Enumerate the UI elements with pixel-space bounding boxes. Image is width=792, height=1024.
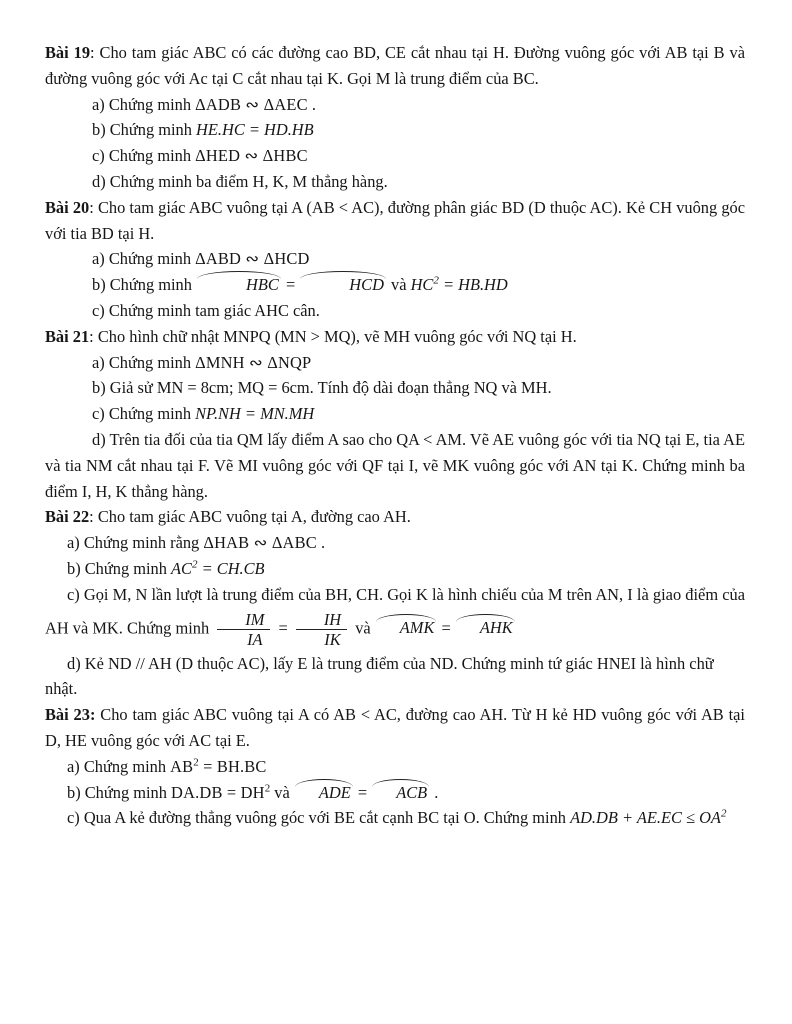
text-segment: : Cho hình chữ nhật MNPQ (MN > MQ), vẽ MH vuông góc với NQ tại H. <box>89 326 577 346</box>
angle-arc-notation: HBC <box>196 275 282 294</box>
problem-bai-20 <box>45 195 745 324</box>
bai-22-item-b <box>45 556 745 582</box>
text-segment: . <box>316 533 326 553</box>
text-segment: c) Gọi M, N lần lượt là trung điểm của BH, CH. Gọi K là hình chiếu của M trên AN, I là giao điểm của AH và MK. Chứng minh <box>45 584 745 637</box>
bai-22-intro <box>45 504 745 530</box>
text-segment: AC <box>171 558 192 578</box>
bai-20-item-c <box>45 298 745 324</box>
problem-bai-22 <box>45 504 745 702</box>
text-segment: 2 <box>193 756 199 769</box>
bai-19-item-c <box>45 143 745 169</box>
fraction-numerator: IH <box>323 609 342 629</box>
angle-arc-notation: ADE <box>294 783 354 802</box>
text-segment: ΔADB ∾ ΔAEC <box>195 94 308 114</box>
text-segment: HC <box>410 275 434 295</box>
text-segment: a) Chứng minh <box>92 249 196 269</box>
text-segment: ΔMNH ∾ ΔNQP <box>195 352 312 372</box>
fraction-numerator: IM <box>245 609 265 629</box>
text-segment: c) Qua A kẻ đường thẳng vuông góc với BE cắt cạnh BC tại O. Chứng minh <box>67 808 571 828</box>
text-segment: : Cho tam giác ABC vuông tại A (AB < AC), đường phân giác BD (D thuộc AC). Kẻ CH vuông góc với tia BD tại H. <box>45 197 745 243</box>
bai-23-item-c <box>45 805 745 831</box>
text-segment: a) Chứng minh <box>67 756 171 776</box>
bai-23-intro <box>45 702 745 754</box>
bai-21-intro <box>45 324 745 350</box>
angle-arc-notation: AHK <box>455 618 516 637</box>
bai-22-item-c <box>45 582 745 651</box>
text-segment: . <box>430 782 439 802</box>
problem-bai-21 <box>45 324 745 505</box>
text-segment: ΔABD ∾ ΔHCD <box>195 249 310 269</box>
text-segment: d) Chứng minh ba điểm H, K, M thẳng hàng. <box>92 171 388 191</box>
text-segment: = BH.BC <box>198 756 267 776</box>
text-segment: : Cho tam giác ABC vuông tại A, đường cao AH. <box>89 507 411 527</box>
problem-label: Bài 19 <box>45 43 91 62</box>
text-segment: d) Trên tia đối của tia QM lấy điểm A sao cho QA < AM. Vẽ AE vuông góc với tia NQ tại E, tia AE và tia NM cắt nhau tại F. Vẽ MI vuông góc với QF tại I, vẽ MK vuông góc với AN tại K. Chứng minh ba điểm I, H, K thẳng hàng. <box>45 429 745 501</box>
text-segment: = <box>274 617 292 637</box>
text-segment: b) Chứng minh <box>92 275 197 295</box>
text-segment: = <box>437 617 455 637</box>
fraction-denominator: IA <box>217 629 270 649</box>
bai-22-item-a <box>45 530 745 556</box>
problem-label: Bài 21 <box>45 326 90 346</box>
text-segment: 2 <box>264 782 271 795</box>
text-segment: và <box>351 617 375 637</box>
bai-19-item-d <box>45 169 745 195</box>
text-segment: 2 <box>433 274 439 287</box>
bai-21-item-a <box>45 350 745 376</box>
fraction <box>217 610 270 649</box>
problem-label: Bài 22 <box>45 507 90 527</box>
text-segment: c) Chứng minh <box>92 146 196 166</box>
bai-22-item-d <box>45 651 745 703</box>
text-segment: b) Chứng minh <box>67 782 172 802</box>
text-segment: d) Kẻ ND // AH (D thuộc AC), lấy E là trung điểm của ND. Chứng minh tứ giác HNEI là hình chữ nhật. <box>45 653 714 699</box>
text-segment: b) Chứng minh <box>67 558 172 578</box>
bai-20-item-b <box>45 272 745 298</box>
problem-label: Bài 20 <box>45 197 90 217</box>
text-segment: 2 <box>720 807 727 820</box>
text-segment: và <box>270 782 294 802</box>
text-segment: và <box>386 275 411 295</box>
text-segment: ΔHED ∾ ΔHBC <box>195 146 308 166</box>
bai-21-item-b <box>45 375 745 401</box>
fraction-denominator: IK <box>296 629 347 649</box>
text-segment: c) Chứng minh <box>92 404 196 424</box>
text-segment: c) Chứng minh tam giác AHC cân. <box>92 300 320 320</box>
bai-21-item-d <box>45 427 745 504</box>
text-segment: DA.DB = DH <box>171 782 265 802</box>
angle-arc-notation: HCD <box>299 275 387 294</box>
bai-20-item-a <box>45 246 745 272</box>
bai-19-item-b <box>45 117 745 143</box>
bai-19-intro <box>45 40 745 92</box>
text-segment: HE.HC = HD.HB <box>196 120 314 140</box>
problem-bai-23 <box>45 702 745 831</box>
bai-21-item-c <box>45 401 745 427</box>
text-segment: AD.DB + AE.EC ≤ OA <box>570 808 721 828</box>
problem-label: Bài 23: <box>45 705 96 725</box>
text-segment: = CH.CB <box>197 558 265 578</box>
text-segment: AB <box>170 756 194 776</box>
text-segment: b) Giả sử MN = 8cm; MQ = 6cm. Tính độ dài đoạn thẳng NQ và MH. <box>92 378 552 398</box>
text-segment: Cho tam giác ABC vuông tại A có AB < AC, đường cao AH. Từ H kẻ HD vuông góc với AB tại D, HE vuông góc với AC tại E. <box>45 705 745 750</box>
angle-arc-notation: AMK <box>375 618 438 637</box>
angle-arc-notation: ACB <box>371 783 430 802</box>
problem-bai-19 <box>45 40 745 195</box>
bai-19-item-a <box>45 92 745 118</box>
text-segment: : Cho tam giác ABC có các đường cao BD, CE cắt nhau tại H. Đường vuông góc với AB tại B và đường vuông góc với Ac tại C cắt nhau tại K. Gọi M là trung điểm của BC. <box>45 43 745 88</box>
text-segment: a) Chứng minh rằng <box>67 533 204 553</box>
text-segment: b) Chứng minh <box>92 120 197 140</box>
bai-23-item-a <box>45 754 745 780</box>
text-segment: 2 <box>192 558 198 571</box>
text-segment: = <box>353 782 372 802</box>
text-segment: a) Chứng minh <box>92 94 196 114</box>
text-segment: = <box>281 275 300 295</box>
text-segment: ΔHAB ∾ ΔABC <box>203 533 317 553</box>
text-segment: . <box>307 94 316 114</box>
text-segment: NP.NH = MN.MH <box>195 404 315 424</box>
text-segment: a) Chứng minh <box>92 352 196 372</box>
fraction <box>296 610 347 649</box>
bai-20-intro <box>45 195 745 247</box>
bai-23-item-b <box>45 780 745 806</box>
text-segment: = HB.HD <box>438 275 508 295</box>
